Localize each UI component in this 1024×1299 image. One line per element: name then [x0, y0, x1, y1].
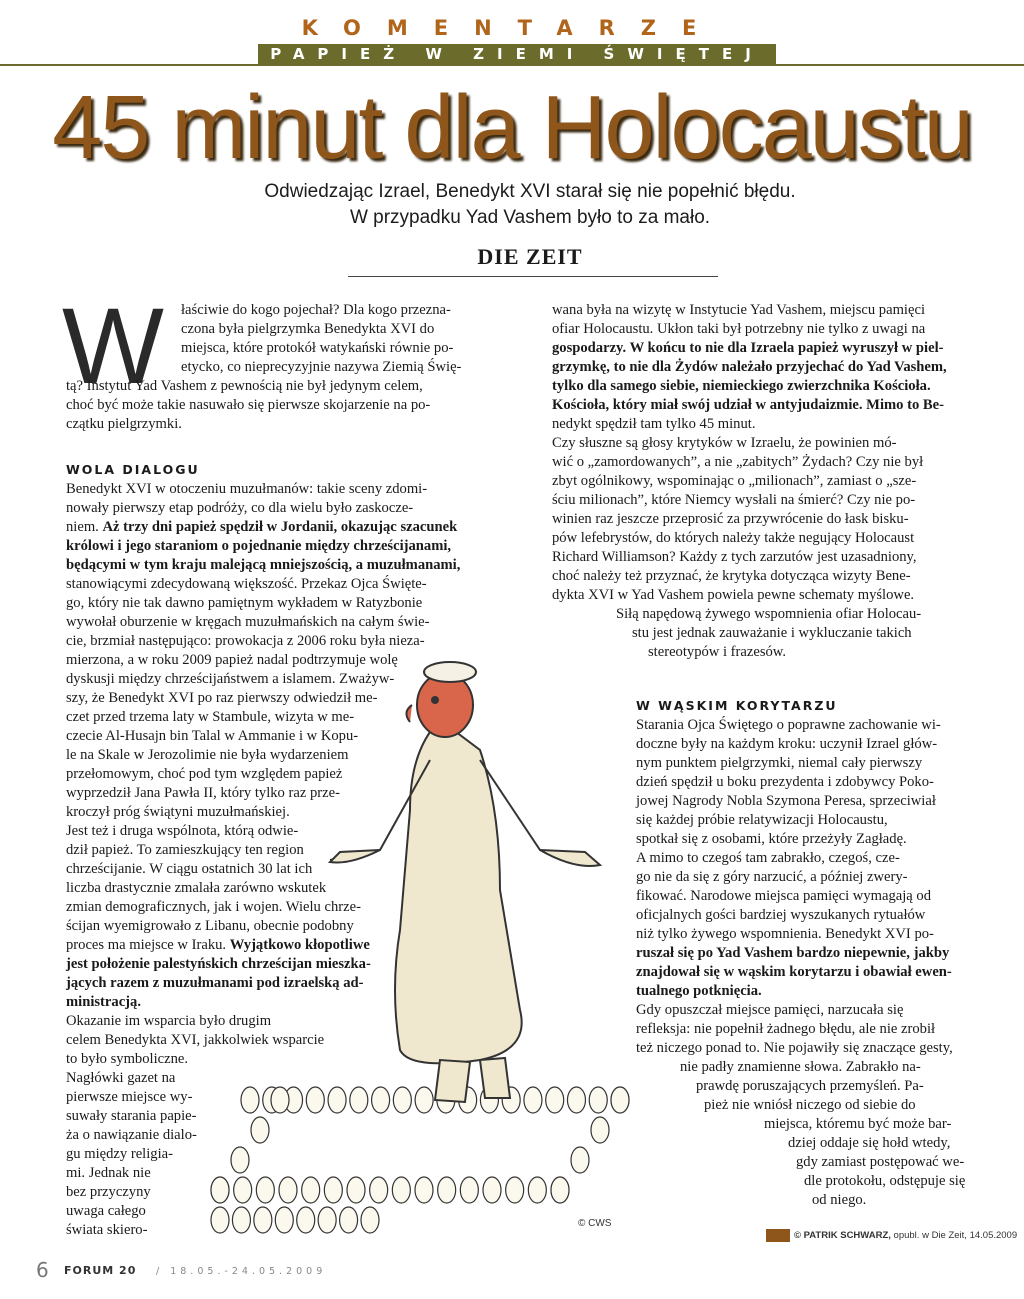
- text-run-bold: jest położenie palestyńskich chrześcijan mieszka-: [66, 956, 371, 972]
- egg: [350, 1087, 368, 1113]
- text-line: choć być może takie nasuwało się pierwsze skojarzenie na po-: [66, 397, 431, 413]
- text-line: dle protokołu, odstępuje się: [804, 1173, 966, 1189]
- egg: [232, 1207, 250, 1233]
- egg: [393, 1087, 411, 1113]
- text-line: ofiar Holocaustu. Ukłon taki był potrzebny nie tylko z uwagi na: [552, 321, 926, 337]
- text-run-bold: Wyjątkowo kłopotliwe: [229, 937, 370, 953]
- lead-paragraph: [181, 301, 521, 377]
- text-line: [66, 499, 526, 518]
- egg: [275, 1207, 293, 1233]
- egg: [551, 1177, 569, 1203]
- text-line: tylko dla samego siebie, niemieckiego zwierzchnika Kościoła.: [552, 378, 931, 394]
- text-run-bold: ministracją.: [66, 994, 141, 1010]
- logo-rule: [348, 276, 718, 277]
- text-run-bold: królowi i jego staraniom o pojednanie między chrześcijanami,: [66, 538, 452, 554]
- text-line: znajdował się w wąskim korytarzu i obawiał ewen-: [636, 964, 952, 980]
- text-run: zmian demograficznych, jak i wojen. Wielu chrze-: [66, 899, 361, 915]
- text-run: czet przed trzema laty w Stambule, wizyta w me-: [66, 709, 355, 725]
- text-line: [66, 518, 526, 537]
- text-line: ściu milionach”, które Niemcy wysłali na śmierć? Czy nie po-: [552, 492, 916, 508]
- egg: [506, 1177, 524, 1203]
- egg: [361, 1207, 379, 1233]
- text-run: przełomowym, choć pod tym względem papież: [66, 766, 343, 782]
- egg: [524, 1087, 542, 1113]
- egg: [318, 1207, 336, 1233]
- egg: [340, 1207, 358, 1233]
- text-run: proces ma miejsce w Iraku.: [66, 937, 230, 953]
- egg: [231, 1147, 249, 1173]
- text-line: miejsca, które protokół watykański równie po-: [181, 340, 454, 356]
- text-line: choć należy też przyznać, że krytyka dotycząca wizyty Bene-: [552, 568, 911, 584]
- egg: [302, 1177, 320, 1203]
- text-line: [66, 556, 526, 575]
- text-line: Gdy opuszczał miejsce pamięci, narzucała się: [636, 1002, 904, 1018]
- egg: [211, 1177, 229, 1203]
- text-line: Siłą napędową żywego wspomnienia ofiar Holocau-: [616, 606, 922, 622]
- egg: [392, 1177, 410, 1203]
- egg: [438, 1177, 456, 1203]
- text-run-bold: będącymi w tym kraju malejącą mniejszością, a muzułmanami,: [66, 557, 461, 573]
- text-run: ścijan wyemigrowało z Libanu, obecnie podobny: [66, 918, 354, 934]
- source-logo: DIE ZEIT: [477, 244, 583, 269]
- text-run: le na Skale w Jerozolimie nie była wydarzeniem: [66, 747, 349, 763]
- kicker: KOMENTARZE: [301, 16, 723, 40]
- column-right-top: [552, 301, 1002, 662]
- text-run: ża o nawiązanie dialo-: [66, 1127, 197, 1143]
- text-run: gu między religia-: [66, 1146, 173, 1162]
- text-line: [66, 575, 526, 594]
- text-line: tą? Instytut Yad Vashem z pewnością nie był jedynym celem,: [66, 378, 423, 394]
- text-line: [66, 480, 526, 499]
- text-line: [66, 594, 526, 613]
- text-run: pierwsze miejsce wy-: [66, 1089, 193, 1105]
- egg: [306, 1087, 324, 1113]
- text-run-bold: jących razem z muzułmanami pod izraelską ad-: [66, 975, 364, 991]
- text-line: doczne były na każdym kroku: uczynił Izrael głów-: [636, 736, 938, 752]
- text-line: dykta XVI w Yad Vashem powiela pewne schematy myślowe.: [552, 587, 915, 603]
- star-of-david-eggs: [211, 1087, 629, 1233]
- text-line: prawdę poruszających przemyśleń. Pa-: [696, 1078, 924, 1094]
- top-rule: [0, 64, 1024, 66]
- egg: [347, 1177, 365, 1203]
- egg: [254, 1207, 272, 1233]
- text-line: A mimo to czegoś tam zabrakło, czegoś, cze-: [636, 850, 900, 866]
- text-run: szy, że Benedykt XVI po raz pierwszy odwiedził me-: [66, 690, 378, 706]
- text-run: go, który nie tak dawno pamiętnym wykładem w Ratyzbonie: [66, 595, 423, 611]
- text-line: się każdej próbie relatywizacji Holocaustu,: [636, 812, 888, 828]
- text-line: Starania Ojca Świętego o poprawne zachowanie wi-: [636, 717, 941, 733]
- column-right-bottom: [636, 716, 1006, 1210]
- text-line: grzymkę, to nie dla Żydów należało przyjechać do Yad Vashem,: [552, 359, 947, 375]
- text-run: bez przyczyny: [66, 1184, 151, 1200]
- text-line: tualnego potknięcia.: [636, 983, 762, 999]
- egg: [241, 1087, 259, 1113]
- subtitle-line: W przypadku Yad Vashem było to za mało.: [349, 207, 711, 228]
- text-run: chrześcijanie. W ciągu ostatnich 30 lat ich: [66, 861, 313, 877]
- text-line: fikować. Narodowe miejsca pamięci wymagają od: [636, 888, 932, 904]
- egg: [370, 1177, 388, 1203]
- dropcap: W: [62, 285, 164, 406]
- text-run: celem Benedykta XVI, jakkolwiek wsparcie: [66, 1032, 325, 1048]
- pope-cartoon-illustration: [180, 630, 660, 1250]
- text-run: niem.: [66, 519, 103, 535]
- text-line: winien raz jeszcze przeprosić za przywrócenie do łask bisku-: [552, 511, 909, 527]
- text-run: Benedykt XVI w otoczeniu muzułmanów: takie sceny zdomi-: [66, 481, 428, 497]
- text-run: wyprzedził Jana Pawła II, który tylko raz prze-: [66, 785, 340, 801]
- text-line: też niczego ponad to. Nie pojawiły się znaczące gesty,: [636, 1040, 953, 1056]
- text-run: świata skiero-: [66, 1222, 148, 1238]
- text-line: zbyt ogólnikowy, wspominając o „milionach”, zamiast o „sze-: [552, 473, 917, 489]
- text-run: kroczył próg świątyni muzułmańskiej.: [66, 804, 290, 820]
- text-line: niż tylko żywego wspomnienia. Benedykt XVI po-: [636, 926, 934, 942]
- egg: [211, 1207, 229, 1233]
- egg: [567, 1087, 585, 1113]
- issue-date: / 18.05.-24.05.2009: [156, 1266, 327, 1277]
- article-title: 45 minut dla Holocaustu: [52, 78, 972, 178]
- pope-figure: [330, 662, 600, 1102]
- text-run: dyskusji między chrześcijaństwem a islamem. Zważyw-: [66, 671, 395, 687]
- egg: [415, 1087, 433, 1113]
- egg: [324, 1177, 342, 1203]
- text-line: go nie da się z góry narzucić, a później zwery-: [636, 869, 908, 885]
- egg: [256, 1177, 274, 1203]
- text-run: to było symboliczne.: [66, 1051, 189, 1067]
- text-run: nowały pierwszy etap podróży, co dla wielu było zaskocze-: [66, 500, 414, 516]
- text-line: oficjalnych gości bardziej wyszukanych rytuałów: [636, 907, 926, 923]
- text-line: pów lefebrystów, do których należy także negujący Holocaust: [552, 530, 915, 546]
- egg: [297, 1207, 315, 1233]
- text-run: dził papież. To zamieszkujący ten region: [66, 842, 304, 858]
- egg: [372, 1087, 390, 1113]
- text-line: [66, 537, 526, 556]
- text-line: czątku pielgrzymki.: [66, 416, 182, 432]
- text-run: uwaga całego: [66, 1203, 146, 1219]
- text-line: ruszał się po Yad Vashem bardzo niepewnie, jakby: [636, 945, 950, 961]
- text-run: mierzona, a w roku 2009 papież nadal podtrzymuje wolę: [66, 652, 398, 668]
- page-number: 6: [36, 1258, 49, 1282]
- text-line: etycko, co nieprecyzyjnie nazywa Ziemią Świę-: [181, 359, 462, 375]
- egg: [611, 1087, 629, 1113]
- text-line: dzień spędził u boku prezydenta i zdobywcy Poko-: [636, 774, 934, 790]
- egg: [571, 1147, 589, 1173]
- text-line: czona była pielgrzymka Benedykta XVI do: [181, 321, 435, 337]
- egg: [589, 1087, 607, 1113]
- egg: [328, 1087, 346, 1113]
- text-line: łaściwie do kogo pojechał? Dla kogo przezna-: [181, 302, 451, 318]
- text-line: Kościoła, który miał swój udział w antyjudaizmie. Mimo to Be-: [552, 397, 944, 413]
- text-run: Nagłówki gazet na: [66, 1070, 176, 1086]
- text-run: liczba drastycznie zmalała zarówno wskutek: [66, 880, 327, 896]
- text-line: wić o „zamordowanych”, a nie „zabitych” Żydach? Czy nie był: [552, 454, 924, 470]
- text-run: mi. Jednak nie: [66, 1165, 151, 1181]
- author-credit: [790, 1228, 1021, 1243]
- text-line: spotkał się z osobami, które przeżyły Zagładę.: [636, 831, 907, 847]
- text-line: pież nie wniósł niczego od siebie do: [704, 1097, 916, 1113]
- text-line: gospodarzy. W końcu to nie dla Izraela papież wyruszył w piel-: [552, 340, 944, 356]
- text-line: Richard Williamson? Każdy z tych zarzutów jest uzasadniony,: [552, 549, 917, 565]
- egg: [234, 1177, 252, 1203]
- egg: [528, 1177, 546, 1203]
- magazine-name: FORUM 20: [64, 1264, 137, 1277]
- credit-source: opubl. w Die Zeit, 14.05.2009: [890, 1230, 1018, 1241]
- text-run: suwały starania papie-: [66, 1108, 197, 1124]
- egg: [460, 1177, 478, 1203]
- section-band: PAPIEŻ W ZIEMI ŚWIĘTEJ: [258, 44, 776, 64]
- author-name: © PATRIK SCHWARZ,: [794, 1230, 891, 1241]
- section-heading: WOLA DIALOGU: [66, 462, 200, 477]
- article-subtitle: [0, 179, 1024, 231]
- egg: [591, 1117, 609, 1143]
- text-run: Jest też i druga wspólnota, którą odwie-: [66, 823, 299, 839]
- lead-tail: [66, 377, 526, 434]
- text-run: stanowiącymi zdecydowaną większość. Przekaz Ojca Święte-: [66, 576, 427, 592]
- text-line: refleksja: nie popełnił żadnego błędu, ale nie zrobił: [636, 1021, 936, 1037]
- egg: [271, 1087, 289, 1113]
- text-line: nedykt spędził tam tylko 45 minut.: [552, 416, 756, 432]
- text-line: Czy słuszne są głosy krytyków w Izraelu, że powinien mó-: [552, 435, 897, 451]
- text-line: dziej oddaje się hołd wtedy,: [788, 1135, 951, 1151]
- egg: [415, 1177, 433, 1203]
- text-line: od niego.: [812, 1192, 867, 1208]
- subtitle-line: Odwiedzając Izrael, Benedykt XVI starał się nie popełnić błędu.: [264, 181, 796, 202]
- egg: [483, 1177, 501, 1203]
- text-line: stereotypów i frazesów.: [648, 644, 787, 660]
- text-line: nie padły znamienne słowa. Zabrakło na-: [680, 1059, 921, 1075]
- text-run-bold: Aż trzy dni papież spędził w Jordanii, okazując szacunek: [102, 519, 458, 535]
- egg: [546, 1087, 564, 1113]
- text-line: gdy zamiast postępować we-: [796, 1154, 965, 1170]
- egg: [251, 1117, 269, 1143]
- text-line: wana była na wizytę w Instytucie Yad Vashem, miejscu pamięci: [552, 302, 925, 318]
- text-line: stu jest jednak zauważanie i wykluczanie takich: [632, 625, 912, 641]
- text-line: miejsca, któremu być może bar-: [764, 1116, 952, 1132]
- egg: [279, 1177, 297, 1203]
- text-run: Okazanie im wsparcia było drugim: [66, 1013, 272, 1029]
- text-run: wywołał oburzenie w kręgach muzułmańskich na całym świe-: [66, 614, 430, 630]
- text-line: nym punktem pielgrzymki, niemal cały pierwszy: [636, 755, 923, 771]
- illustration-copyright: © CWS: [578, 1218, 612, 1229]
- text-line: jowej Nagrody Nobla Szymona Peresa, sprzeciwiał: [636, 793, 936, 809]
- text-run: cie, brzmiał następująco: prowokacja z 2006 roku była nieza-: [66, 633, 425, 649]
- section-heading: W WĄSKIM KORYTARZU: [636, 698, 838, 713]
- text-run: czecie Al-Husajn bin Talal w Ammanie i w Kopu-: [66, 728, 359, 744]
